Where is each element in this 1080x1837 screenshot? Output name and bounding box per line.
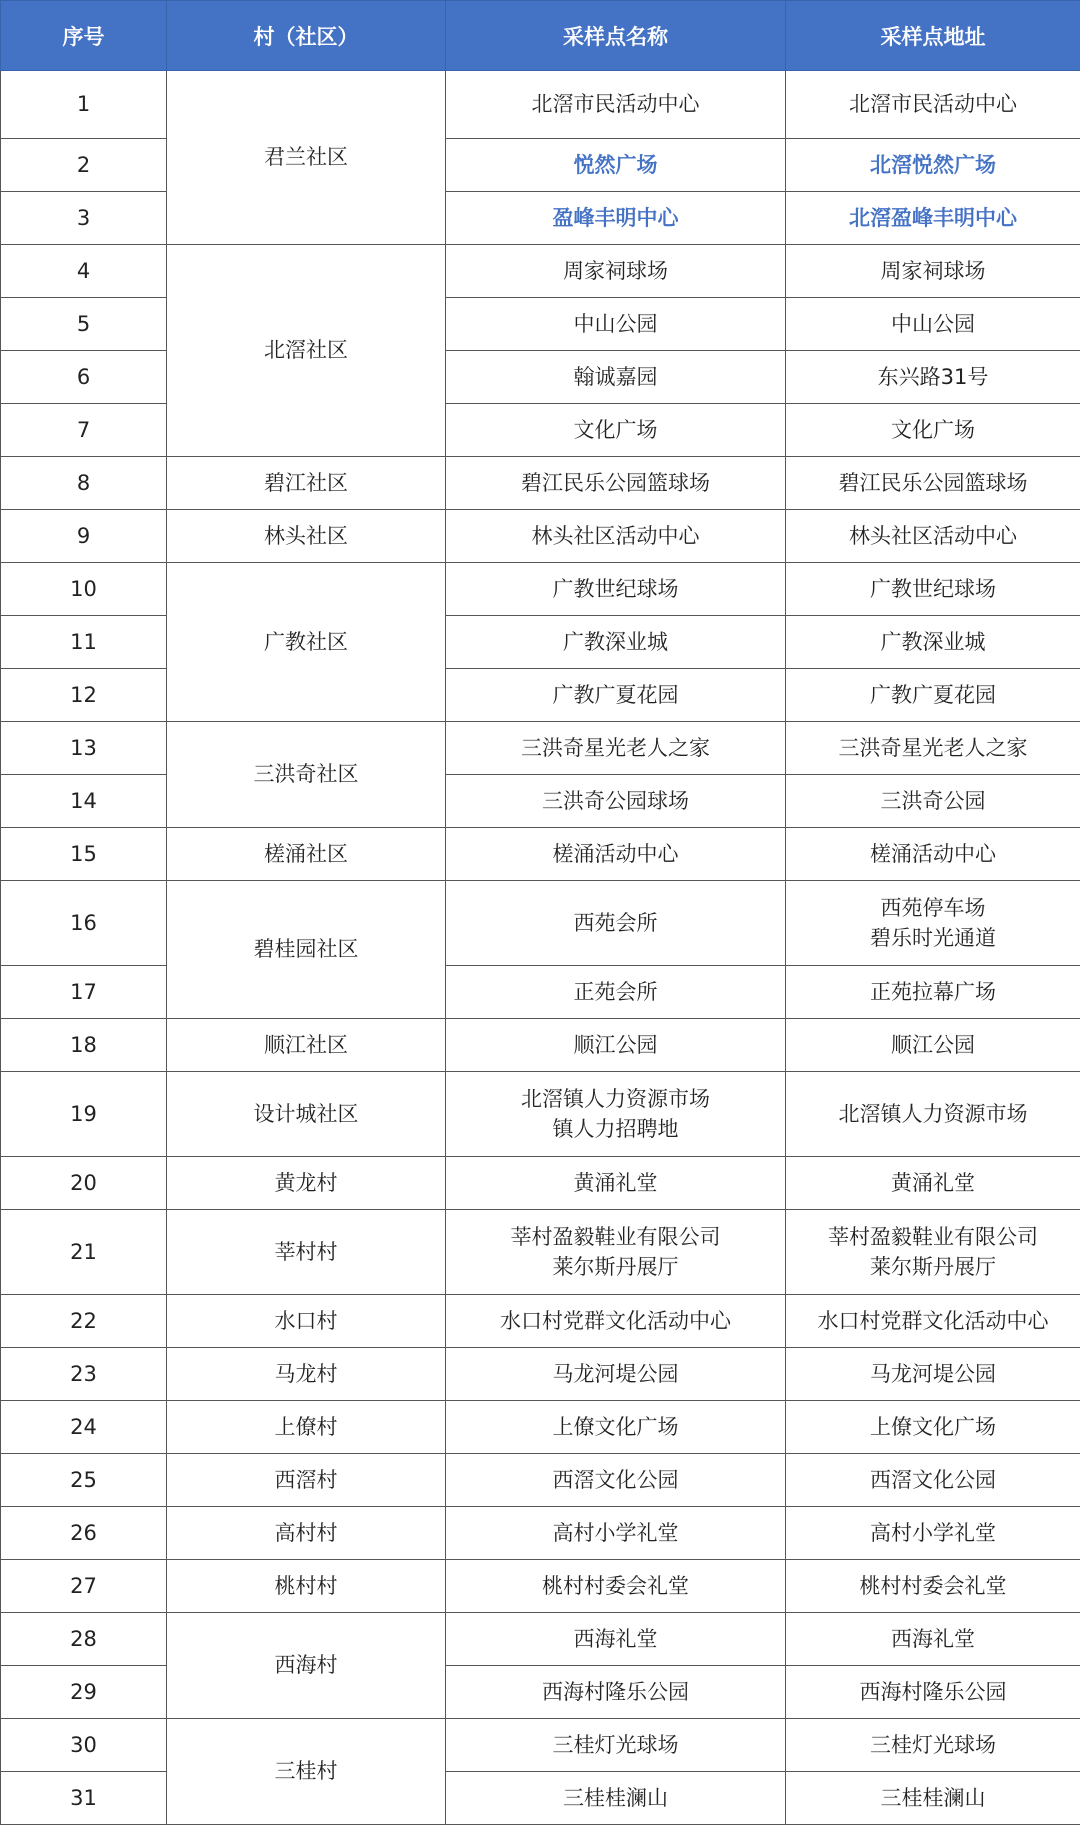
village-cell: 三洪奇社区: [167, 722, 446, 828]
site-name-cell: 桃村村委会礼堂: [446, 1560, 786, 1613]
site-name-cell: 水口村党群文化活动中心: [446, 1295, 786, 1348]
site-name-cell: 中山公园: [446, 298, 786, 351]
village-cell: 高村村: [167, 1507, 446, 1560]
site-name-cell: 西苑会所: [446, 881, 786, 966]
site-name-cell: 碧江民乐公园篮球场: [446, 457, 786, 510]
row-number-cell: 9: [1, 510, 167, 563]
row-number-cell: 17: [1, 966, 167, 1019]
row-number-cell: 23: [1, 1348, 167, 1401]
site-address-cell: 西滘文化公园: [786, 1454, 1080, 1507]
site-name-cell: 西滘文化公园: [446, 1454, 786, 1507]
table-row: [1, 1666, 1080, 1719]
table-row: [1, 1454, 1080, 1507]
row-number-cell: 8: [1, 457, 167, 510]
row-number-cell: 27: [1, 1560, 167, 1613]
village-cell: 水口村: [167, 1295, 446, 1348]
header-site-address: 采样点地址: [786, 1, 1080, 71]
village-cell: 上僚村: [167, 1401, 446, 1454]
site-name-cell: 三洪奇公园球场: [446, 775, 786, 828]
site-name-cell: 文化广场: [446, 404, 786, 457]
table-row: [1, 1295, 1080, 1348]
row-number-cell: 11: [1, 616, 167, 669]
site-address-cell: 莘村盈毅鞋业有限公司 莱尔斯丹展厅: [786, 1210, 1080, 1295]
site-address-cell: 高村小学礼堂: [786, 1507, 1080, 1560]
site-name-cell: 三洪奇星光老人之家: [446, 722, 786, 775]
site-address-cell: 马龙河堤公园: [786, 1348, 1080, 1401]
site-name-cell: 翰诚嘉园: [446, 351, 786, 404]
row-number-cell: 10: [1, 563, 167, 616]
table-row: [1, 1507, 1080, 1560]
site-address-cell: 东兴路31号: [786, 351, 1080, 404]
site-address-cell: 西海村隆乐公园: [786, 1666, 1080, 1719]
table-row: [1, 1072, 1080, 1157]
table-row: [1, 139, 1080, 192]
village-cell: 顺江社区: [167, 1019, 446, 1072]
site-name-cell: 北滘镇人力资源市场 镇人力招聘地: [446, 1072, 786, 1157]
site-name-cell: 上僚文化广场: [446, 1401, 786, 1454]
site-address-cell: 黄涌礼堂: [786, 1157, 1080, 1210]
header-village: 村（社区）: [167, 1, 446, 71]
site-name-cell: 西海礼堂: [446, 1613, 786, 1666]
site-name-cell: 悦然广场: [446, 139, 786, 192]
header-no: 序号: [1, 1, 167, 71]
table-row: [1, 966, 1080, 1019]
table-row: [1, 1772, 1080, 1825]
site-address-cell: 正苑拉幕广场: [786, 966, 1080, 1019]
row-number-cell: 29: [1, 1666, 167, 1719]
site-name-cell: 北滘市民活动中心: [446, 71, 786, 139]
table-row: [1, 1348, 1080, 1401]
site-address-cell: 中山公园: [786, 298, 1080, 351]
table-row: [1, 616, 1080, 669]
row-number-cell: 12: [1, 669, 167, 722]
site-name-cell: 广教世纪球场: [446, 563, 786, 616]
table-row: [1, 245, 1080, 298]
site-address-cell: 北滘盈峰丰明中心: [786, 192, 1080, 245]
row-number-cell: 3: [1, 192, 167, 245]
village-cell: 西滘村: [167, 1454, 446, 1507]
table-row: [1, 71, 1080, 139]
village-cell: 设计城社区: [167, 1072, 446, 1157]
table-row: [1, 298, 1080, 351]
site-address-cell: 北滘镇人力资源市场: [786, 1072, 1080, 1157]
table-row: [1, 1401, 1080, 1454]
village-cell: 三桂村: [167, 1719, 446, 1825]
row-number-cell: 4: [1, 245, 167, 298]
village-cell: 林头社区: [167, 510, 446, 563]
row-number-cell: 20: [1, 1157, 167, 1210]
row-number-cell: 28: [1, 1613, 167, 1666]
site-address-cell: 三桂桂澜山: [786, 1772, 1080, 1825]
header-site-name: 采样点名称: [446, 1, 786, 71]
site-name-cell: 广教广夏花园: [446, 669, 786, 722]
table-row: [1, 351, 1080, 404]
row-number-cell: 31: [1, 1772, 167, 1825]
table-header-row: [1, 1, 1080, 71]
row-number-cell: 21: [1, 1210, 167, 1295]
site-name-cell: 广教深业城: [446, 616, 786, 669]
site-address-cell: 西苑停车场 碧乐时光通道: [786, 881, 1080, 966]
village-cell: 莘村村: [167, 1210, 446, 1295]
table-row: [1, 1613, 1080, 1666]
site-name-cell: 三桂桂澜山: [446, 1772, 786, 1825]
site-address-cell: 林头社区活动中心: [786, 510, 1080, 563]
table-row: [1, 1719, 1080, 1772]
row-number-cell: 6: [1, 351, 167, 404]
site-address-cell: 三洪奇公园: [786, 775, 1080, 828]
site-name-cell: 林头社区活动中心: [446, 510, 786, 563]
table-row: [1, 828, 1080, 881]
site-address-cell: 槎涌活动中心: [786, 828, 1080, 881]
village-cell: 碧桂园社区: [167, 881, 446, 1019]
village-cell: 马龙村: [167, 1348, 446, 1401]
village-cell: 广教社区: [167, 563, 446, 722]
row-number-cell: 26: [1, 1507, 167, 1560]
row-number-cell: 24: [1, 1401, 167, 1454]
site-address-cell: 广教世纪球场: [786, 563, 1080, 616]
site-name-cell: 槎涌活动中心: [446, 828, 786, 881]
village-cell: 西海村: [167, 1613, 446, 1719]
site-address-cell: 上僚文化广场: [786, 1401, 1080, 1454]
site-name-cell: 西海村隆乐公园: [446, 1666, 786, 1719]
row-number-cell: 16: [1, 881, 167, 966]
site-name-cell: 莘村盈毅鞋业有限公司 莱尔斯丹展厅: [446, 1210, 786, 1295]
table-row: [1, 669, 1080, 722]
village-cell: 黄龙村: [167, 1157, 446, 1210]
site-address-cell: 碧江民乐公园篮球场: [786, 457, 1080, 510]
site-name-cell: 周家祠球场: [446, 245, 786, 298]
village-cell: 槎涌社区: [167, 828, 446, 881]
row-number-cell: 15: [1, 828, 167, 881]
site-address-cell: 三洪奇星光老人之家: [786, 722, 1080, 775]
table-row: [1, 1210, 1080, 1295]
table-row: [1, 510, 1080, 563]
site-address-cell: 西海礼堂: [786, 1613, 1080, 1666]
table-row: [1, 457, 1080, 510]
table-row: [1, 1019, 1080, 1072]
table-row: [1, 404, 1080, 457]
table-row: [1, 1157, 1080, 1210]
site-address-cell: 广教广夏花园: [786, 669, 1080, 722]
table-body: [1, 71, 1080, 1825]
row-number-cell: 14: [1, 775, 167, 828]
village-cell: 碧江社区: [167, 457, 446, 510]
row-number-cell: 1: [1, 71, 167, 139]
table-row: [1, 192, 1080, 245]
table-row: [1, 1560, 1080, 1613]
site-name-cell: 盈峰丰明中心: [446, 192, 786, 245]
site-address-cell: 三桂灯光球场: [786, 1719, 1080, 1772]
row-number-cell: 30: [1, 1719, 167, 1772]
row-number-cell: 19: [1, 1072, 167, 1157]
row-number-cell: 7: [1, 404, 167, 457]
site-address-cell: 北滘市民活动中心: [786, 71, 1080, 139]
row-number-cell: 5: [1, 298, 167, 351]
site-address-cell: 广教深业城: [786, 616, 1080, 669]
row-number-cell: 18: [1, 1019, 167, 1072]
village-cell: 君兰社区: [167, 71, 446, 245]
site-name-cell: 三桂灯光球场: [446, 1719, 786, 1772]
row-number-cell: 22: [1, 1295, 167, 1348]
site-name-cell: 黄涌礼堂: [446, 1157, 786, 1210]
site-address-cell: 北滘悦然广场: [786, 139, 1080, 192]
site-address-cell: 文化广场: [786, 404, 1080, 457]
row-number-cell: 2: [1, 139, 167, 192]
site-name-cell: 高村小学礼堂: [446, 1507, 786, 1560]
site-address-cell: 水口村党群文化活动中心: [786, 1295, 1080, 1348]
site-address-cell: 顺江公园: [786, 1019, 1080, 1072]
village-cell: 北滘社区: [167, 245, 446, 457]
table-row: [1, 563, 1080, 616]
site-address-cell: 周家祠球场: [786, 245, 1080, 298]
table-row: [1, 722, 1080, 775]
row-number-cell: 13: [1, 722, 167, 775]
site-name-cell: 顺江公园: [446, 1019, 786, 1072]
table-row: [1, 881, 1080, 966]
site-name-cell: 正苑会所: [446, 966, 786, 1019]
village-cell: 桃村村: [167, 1560, 446, 1613]
table-row: [1, 775, 1080, 828]
site-name-cell: 马龙河堤公园: [446, 1348, 786, 1401]
row-number-cell: 25: [1, 1454, 167, 1507]
site-address-cell: 桃村村委会礼堂: [786, 1560, 1080, 1613]
